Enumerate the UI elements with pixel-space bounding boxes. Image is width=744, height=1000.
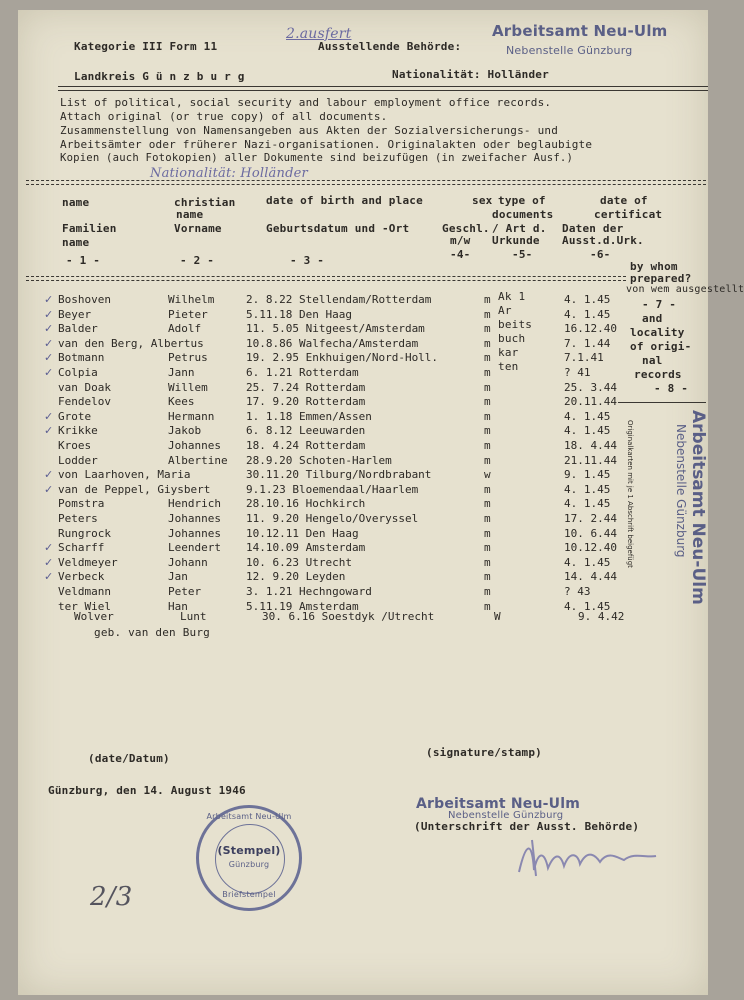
authority-signature-line: (Unterschrift der Ausst. Behörde) (414, 820, 640, 833)
row-sex: m (484, 380, 491, 394)
row-birth: 30.11.20 Tilburg/Nordbrabant (246, 468, 432, 482)
row-name: Fendelov (58, 395, 111, 409)
round-seal-stamp (196, 805, 302, 911)
row-check-mark: ✓ (44, 424, 54, 438)
row-birth: 30. 6.16 Soestdyk /Utrecht (262, 610, 435, 623)
doc-type-5: kar (498, 346, 519, 359)
table-row (18, 585, 708, 598)
doc-type-3: beits (498, 318, 533, 331)
row-check-mark: ✓ (44, 322, 54, 336)
row-birth: 14.10.09 Amsterdam (246, 541, 366, 555)
instruction-line-2: Attach original (or true copy) of all documents. (60, 110, 388, 123)
col-number-7: - 7 - (642, 298, 677, 311)
row-vorname: Petrus (168, 351, 208, 365)
row-date: 17. 2.44 (564, 512, 617, 525)
row-name: Kroes (58, 439, 92, 452)
row-sex: m (484, 555, 491, 569)
row-sex: m (484, 336, 491, 350)
row-birth: 9.1.23 Bloemendaal/Haarlem (246, 482, 419, 496)
col-locality-3: of origi- (630, 340, 692, 353)
row-sex: m (484, 366, 491, 379)
col-number-5: -5- (512, 248, 533, 261)
office-stamp-vertical-sub: Nebenstelle Günzburg (674, 424, 688, 558)
seal-bottom-text: Briefstempel (222, 890, 276, 899)
table-row (18, 395, 708, 408)
table-row (18, 322, 708, 335)
row-vorname: Albertine (168, 453, 228, 467)
col-number-6: -6- (590, 248, 611, 261)
col-birth-en: date of birth and place (266, 194, 423, 207)
divider (26, 276, 626, 277)
doc-type-4: buch (498, 332, 526, 345)
row-sex: m (484, 322, 491, 336)
col-number-1: - 1 - (66, 254, 101, 267)
row-name: von Laarhoven, Maria (58, 468, 191, 482)
table-row (18, 424, 708, 437)
row-vorname: Jann (168, 366, 195, 379)
col-number-2: - 2 - (180, 254, 215, 267)
row-name: Verbeck (58, 570, 105, 584)
row-sex: m (484, 497, 491, 511)
col-doc-type2: documents (492, 208, 554, 221)
row-sex: m (484, 351, 491, 365)
col-whom-de: von wem ausgestellt (626, 284, 744, 295)
row-vorname: Adolf (168, 322, 202, 336)
row-birth: 1. 1.18 Emmen/Assen (246, 409, 372, 423)
row-birth: 12. 9.20 Leyden (246, 570, 346, 584)
nationalitaet-label: Nationalität: Holländer (392, 68, 549, 81)
landkreis-label: Landkreis G ü n z b u r g (74, 70, 245, 83)
col-whom-en2: prepared? (630, 272, 692, 285)
divider (26, 180, 706, 181)
row-sex: m (484, 541, 491, 555)
row-name: ter Wiel (58, 599, 111, 613)
row-date: 9. 4.42 (578, 610, 625, 623)
office-stamp-bottom: Arbeitsamt Neu-Ulm (416, 796, 581, 812)
row-sex: m (484, 453, 491, 467)
row-date: 10. 6.44 (564, 526, 617, 540)
office-stamp-sub: Nebenstelle Günzburg (506, 44, 633, 57)
instruction-line-5: Kopien (auch Fotokopien) aller Dokumente sind beizufügen (in zweifacher Ausf.) (60, 152, 574, 164)
row-vorname: Pieter (168, 307, 208, 321)
date-label: (date/Datum) (88, 752, 170, 765)
row-check-mark: ✓ (44, 293, 54, 306)
row-vorname: Lunt (180, 610, 207, 623)
row-date: 16.12.40 (564, 322, 617, 336)
row-sex: m (484, 307, 491, 321)
instruction-line-4: Arbeitsämter oder früherer Nazi-organisationen. Originalakten oder beglaubigte (60, 138, 593, 151)
table-row (18, 308, 708, 321)
col-date-de: Daten der (562, 222, 624, 235)
row-check-mark: ✓ (44, 307, 54, 321)
row-birth: 25. 7.24 Rotterdam (246, 380, 366, 394)
row-name: Pomstra (58, 497, 105, 511)
row-vorname: Leendert (168, 541, 221, 555)
table-row (18, 610, 708, 623)
col-locality-5: records (634, 368, 682, 381)
kategorie-label: Kategorie III Form 11 (74, 40, 218, 53)
attachment-note: Originalkarten mit je 1 Abschrift beigefügt (626, 420, 634, 568)
table-row (18, 468, 708, 481)
row-date: 4. 1.45 (564, 409, 611, 423)
office-stamp-top: Arbeitsamt Neu-Ulm (492, 22, 668, 40)
row-vorname: Johannes (168, 526, 221, 540)
col-name-en: name (62, 196, 90, 209)
divider (58, 86, 708, 87)
row-name: Balder (58, 322, 98, 336)
row-sex: W (494, 610, 501, 623)
table-row (18, 527, 708, 540)
col-vorname: Vorname (174, 222, 222, 235)
table-row (18, 293, 708, 306)
row-check-mark: ✓ (44, 468, 54, 482)
row-check-mark: ✓ (44, 541, 54, 555)
signature-scribble (514, 832, 664, 882)
col-number-4: -4- (450, 248, 471, 261)
row-check-mark: ✓ (44, 351, 54, 365)
row-sex: m (484, 512, 491, 525)
row-date: 20.11.44 (564, 395, 617, 409)
col-date-de2: Ausst.d.Urk. (562, 234, 644, 247)
instruction-line-1: List of political, social security and labour employment office records. (60, 96, 552, 109)
handwritten-note: 2.ausfert (286, 26, 352, 42)
seal-text: Arbeitsamt Neu-Ulm (206, 812, 292, 821)
row-name: Grote (58, 409, 92, 423)
row-name-2: geb. van den Burg (94, 626, 210, 639)
place-date: Günzburg, den 14. August 1946 (48, 784, 246, 797)
row-date: 4. 1.45 (564, 482, 611, 496)
row-sex: m (484, 599, 491, 613)
table-row (18, 351, 708, 364)
col-locality-1: and (642, 312, 663, 325)
row-vorname: Johannes (168, 439, 221, 452)
row-birth: 11. 9.20 Hengelo/Overyssel (246, 512, 419, 525)
row-birth: 5.11.18 Den Haag (246, 307, 352, 321)
row-date: 7. 1.44 (564, 336, 611, 350)
col-number-3: - 3 - (290, 254, 325, 267)
row-date: ? 43 (564, 585, 591, 598)
row-name: Peters (58, 512, 98, 525)
col-locality-2: locality (630, 326, 685, 339)
row-sex: m (484, 570, 491, 584)
row-birth: 28.9.20 Schoten-Harlem (246, 453, 392, 467)
row-date: 21.11.44 (564, 453, 617, 467)
row-name: Botmann (58, 351, 105, 365)
row-sex: m (484, 482, 491, 496)
row-date: 10.12.40 (564, 541, 617, 555)
row-name: van de Peppel, Giysbert (58, 482, 211, 496)
table-row (18, 541, 708, 554)
row-name: Colpia (58, 366, 98, 379)
row-birth: 5.11.19 Amsterdam (246, 599, 359, 613)
col-date-en: date of (600, 194, 648, 207)
row-date: 4. 1.45 (564, 497, 611, 511)
row-date: 4. 1.45 (564, 555, 611, 569)
row-vorname: Wilhelm (168, 293, 215, 306)
col-doc-type3: / Art d. (492, 222, 547, 235)
col-date-en2: certificat (594, 208, 663, 221)
row-check-mark: ✓ (44, 366, 54, 379)
row-birth: 2. 8.22 Stellendam/Rotterdam (246, 293, 432, 306)
row-date: 4. 1.45 (564, 307, 611, 321)
seal-stempel: (Stempel) (217, 844, 281, 857)
table-row (18, 366, 708, 379)
row-date: ? 41 (564, 366, 591, 379)
row-sex: m (484, 439, 491, 452)
row-birth: 28.10.16 Hochkirch (246, 497, 366, 511)
divider (58, 90, 708, 91)
table-row (18, 483, 708, 496)
row-birth: 10.12.11 Den Haag (246, 526, 359, 540)
row-birth: 3. 1.21 Hechngoward (246, 585, 372, 598)
office-stamp-vertical: Arbeitsamt Neu-Ulm (688, 410, 708, 605)
row-birth: 11. 5.05 Nitgeest/Amsterdam (246, 322, 425, 336)
doc-type-1: Ak 1 (498, 290, 526, 303)
row-date: 9. 1.45 (564, 468, 611, 482)
table-row (18, 497, 708, 510)
row-vorname: Jan (168, 570, 188, 584)
row-name: Rungrock (58, 526, 111, 540)
row-name: Veldmann (58, 585, 111, 598)
document-page (18, 10, 744, 995)
row-date: 25. 3.44 (564, 380, 617, 394)
col-sex-mw: m/w (450, 234, 471, 247)
seal-inner-ring (215, 824, 285, 894)
table-row (18, 570, 708, 583)
table-row (18, 439, 708, 452)
row-vorname: Johannes (168, 512, 221, 525)
instruction-line-3: Zusammenstellung von Namensangeben aus Akten der Sozialversicherungs- und (60, 124, 559, 137)
seal-city: Günzburg (228, 860, 270, 869)
col-doc-type: type of (498, 194, 546, 207)
row-birth: 10. 6.23 Utrecht (246, 555, 352, 569)
table-row (18, 454, 708, 467)
col-number-8: - 8 - (654, 382, 689, 395)
row-birth: 18. 4.24 Rotterdam (246, 439, 366, 452)
divider (26, 280, 626, 281)
row-check-mark: ✓ (44, 409, 54, 423)
row-date: 18. 4.44 (564, 439, 617, 452)
row-sex: m (484, 424, 491, 438)
row-sex: m (484, 526, 491, 540)
row-birth: 6. 8.12 Leeuwarden (246, 424, 366, 438)
row-date: 4. 1.45 (564, 599, 611, 613)
row-sex: m (484, 293, 491, 306)
row-vorname: Hermann (168, 409, 215, 423)
row-check-mark: ✓ (44, 570, 54, 584)
row-check-mark: ✓ (44, 482, 54, 496)
ausstellende-label: Ausstellende Behörde: (318, 40, 462, 53)
handwritten-nationality: Nationalität: Holländer (150, 166, 308, 181)
row-sex: w (484, 468, 491, 482)
row-check-mark: ✓ (44, 555, 54, 569)
signature-label: (signature/stamp) (426, 746, 542, 759)
divider (26, 184, 706, 185)
table-row (18, 381, 708, 394)
row-vorname: Han (168, 599, 188, 613)
row-vorname: Jakob (168, 424, 202, 438)
row-date: 4. 1.45 (564, 293, 611, 306)
row-name: van Doak (58, 380, 111, 394)
row-name: Boshoven (58, 293, 111, 306)
row-birth: 10.8.86 Walfecha/Amsterdam (246, 336, 419, 350)
table-row (18, 512, 708, 525)
row-sex: m (484, 409, 491, 423)
row-name: van den Berg, Albertus (58, 336, 204, 350)
row-date: 7.1.41 (564, 351, 604, 365)
col-birth-de: Geburtsdatum und -Ort (266, 222, 410, 235)
col-name-de: Familien (62, 222, 117, 235)
col-sex-de: Geschl. (442, 222, 490, 235)
row-vorname: Kees (168, 395, 195, 409)
table-row (18, 556, 708, 569)
row-name: Lodder (58, 453, 98, 467)
row-name: Wolver (74, 610, 114, 623)
table-row (18, 410, 708, 423)
row-date: 4. 1.45 (564, 424, 611, 438)
row-name: Krikke (58, 424, 98, 438)
doc-type-6: ten (498, 360, 519, 373)
table-row (18, 337, 708, 350)
row-name: Scharff (58, 541, 105, 555)
col-christian-en2: name (176, 208, 204, 221)
row-vorname: Peter (168, 585, 202, 598)
row-name: Beyer (58, 307, 92, 321)
col-name-de2: name (62, 236, 90, 249)
doc-type-2: Ar (498, 304, 512, 317)
row-vorname: Willem (168, 380, 208, 394)
row-date: 14. 4.44 (564, 570, 617, 584)
row-check-mark: ✓ (44, 336, 54, 350)
row-sex: m (484, 585, 491, 598)
row-vorname: Hendrich (168, 497, 221, 511)
col-doc-type4: Urkunde (492, 234, 540, 247)
office-stamp-bottom-sub: Nebenstelle Günzburg (448, 810, 564, 821)
col-sex-en: sex (472, 194, 493, 207)
corner-handwritten-mark: 2/3 (90, 882, 133, 912)
row-birth: 19. 2.95 Enkhuigen/Nord-Holl. (246, 351, 439, 365)
row-vorname: Johann (168, 555, 208, 569)
row-birth: 6. 1.21 Rotterdam (246, 366, 359, 379)
row-sex: m (484, 395, 491, 409)
col-locality-4: nal (642, 354, 663, 367)
row-name: Veldmeyer (58, 555, 118, 569)
row-birth: 17. 9.20 Rotterdam (246, 395, 366, 409)
col-christian-en: christian (174, 196, 236, 209)
col-whom-en: by whom (630, 260, 678, 273)
